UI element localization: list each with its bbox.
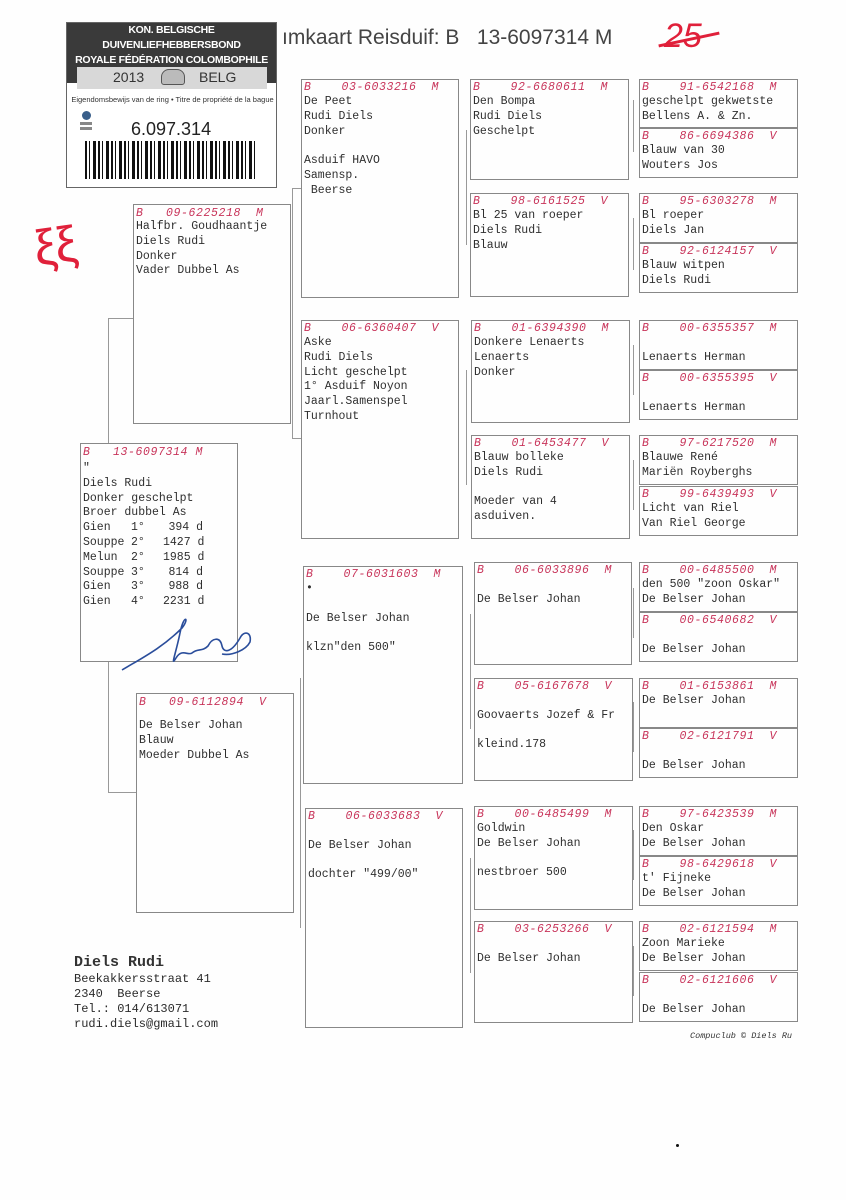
connector-line: [292, 188, 293, 438]
ring-year: 2013: [113, 69, 145, 85]
owner-name: Diels Rudi: [74, 954, 165, 971]
ancestor-card: [639, 972, 798, 1022]
ancestor-card: [470, 193, 629, 297]
ancestor-card-line: Blauw witpen: [642, 259, 725, 272]
connector-line: [292, 188, 301, 189]
ancestor-card-ring: B 02-6121791 V: [642, 730, 778, 743]
grandparent-card-line: Beerse: [304, 183, 353, 197]
ancestor-card: [639, 435, 798, 485]
subject-line: Donker geschelpt: [83, 491, 194, 505]
federation-name-fr: ROYALE FÉDÉRATION COLOMBOPHILE: [75, 54, 268, 66]
grandparent-card-line: De Belser Johan: [306, 611, 410, 625]
grandparent-card-line: Donker: [304, 124, 346, 138]
ancestor-card: [639, 562, 798, 612]
speck: [676, 1144, 679, 1147]
ancestor-card-ring: B 97-6217520 M: [642, 437, 778, 450]
ancestor-card: [639, 79, 798, 128]
subject-ring: B 13-6097314 M: [83, 446, 204, 459]
ancestor-card-line: Zoon Marieke: [642, 937, 725, 950]
sire-line: Diels Rudi: [136, 234, 206, 248]
ancestor-card-line: [477, 694, 632, 709]
connector-line: [466, 130, 467, 245]
connector-line: [633, 460, 634, 510]
ancestor-card: [639, 370, 798, 420]
ancestor-card-ring: B 95-6303278 M: [642, 195, 778, 208]
connector-line: [633, 702, 634, 752]
sire-card: [133, 204, 291, 424]
connector-line: [108, 792, 136, 793]
grandparent-card-line: Turnhout: [304, 409, 360, 423]
ancestor-card-line: De Belser Johan: [477, 951, 581, 965]
year-country-band: [77, 67, 267, 89]
grandparent-card: [303, 566, 463, 784]
page-title: ımkaart Reisduif: B 13-6097314 M: [282, 26, 613, 49]
grandparent-card-line: De Belser Johan: [308, 838, 412, 852]
connector-line: [108, 318, 109, 443]
connector-line: [466, 370, 467, 485]
grandparent-card: [301, 320, 459, 539]
race-rank: 2°: [131, 550, 145, 564]
grandparent-card-line: [308, 854, 462, 869]
grandparent-card-line: 1° Asduif Noyon: [304, 380, 408, 394]
grandparent-card-line: [306, 597, 462, 612]
grandparent-card-line: Rudi Diels: [304, 109, 374, 123]
ancestor-card-line: Geschelpt: [473, 124, 536, 138]
ancestor-card-ring: B 86-6694386 V: [642, 130, 778, 143]
race-place: Gien: [83, 580, 111, 594]
race-rank: 3°: [131, 565, 145, 579]
ancestor-card-ring: B 02-6121606 V: [642, 974, 778, 987]
dam-line: Blauw: [139, 733, 174, 747]
race-results-table: [83, 521, 237, 610]
ancestor-card: [639, 728, 798, 778]
ancestor-card: [639, 243, 798, 293]
sire-line: Halfbr. Goudhaantje: [136, 220, 268, 233]
ancestor-card-ring: B 00-6355357 M: [642, 322, 778, 335]
grandparent-card-line: De Peet: [304, 95, 353, 108]
handwritten-mark: ξξ: [30, 215, 82, 277]
ring-number: 6.097.314: [131, 119, 212, 139]
ancestor-card-line: Diels Rudi: [474, 465, 544, 479]
ancestor-card-line: Licht van Riel: [642, 502, 739, 515]
race-rank: 2°: [131, 535, 145, 549]
ancestor-card-line: [642, 336, 797, 351]
ancestor-card-ring: B 01-6453477 V: [474, 437, 610, 450]
owner-phone: Tel.: 014/613071: [74, 1002, 190, 1016]
ancestor-card-line: kleind.178: [477, 738, 547, 752]
subject-line: Broer dubbel As: [83, 506, 187, 520]
subject-line: ": [83, 462, 90, 475]
ancestor-card-line: Diels Jan: [642, 223, 705, 237]
owner-email: rudi.diels@gmail.com: [74, 1017, 219, 1031]
grandparent-card-line: [306, 626, 462, 641]
signature: [112, 608, 262, 678]
ancestor-card-line: De Belser Johan: [477, 592, 581, 606]
ancestor-card-line: Van Riel George: [642, 516, 746, 530]
ancestor-card-line: De Belser Johan: [642, 592, 746, 606]
ancestor-card-line: Lenaerts Herman: [642, 400, 746, 414]
ancestor-card-line: nestbroer 500: [477, 866, 567, 880]
owner-street: Beekakkersstraat 41: [74, 972, 211, 986]
ancestor-card-ring: B 97-6423539 M: [642, 808, 778, 821]
race-birds: 2231 d: [163, 595, 205, 609]
connector-line: [470, 858, 471, 973]
footer-credit: Compuclub © Diels Ru: [690, 1031, 793, 1041]
ancestor-card: [470, 79, 629, 180]
ancestor-card-line: Lenaerts Herman: [642, 350, 746, 364]
grandparent-card-line: Asduif HAVO: [304, 154, 380, 168]
dam-card: [136, 693, 294, 913]
race-result-row: [83, 536, 237, 551]
connector-line: [300, 678, 301, 928]
grandparent-card-ring: B 06-6360407 V: [304, 322, 440, 335]
ancestor-card-line: De Belser Johan: [642, 758, 746, 772]
ancestor-card-line: [642, 628, 797, 643]
ancestor-card-line: Donker: [474, 365, 516, 379]
connector-line: [633, 830, 634, 880]
ancestor-card-line: [642, 988, 797, 1003]
ancestor-card: [639, 806, 798, 856]
ancestor-card-line: Donkere Lenaerts: [474, 336, 585, 349]
race-rank: 3°: [131, 580, 145, 594]
ancestor-card-line: den 500 "zoon Oskar": [642, 578, 781, 591]
ancestor-card-line: Blauw: [473, 238, 508, 252]
ancestor-card-line: Den Oskar: [642, 822, 705, 835]
race-place: Souppe: [83, 535, 125, 549]
ancestor-card-line: Blauw van 30: [642, 144, 725, 157]
ancestor-card-line: Goovaerts Jozef & Fr: [477, 708, 616, 722]
owner-city: 2340 Beerse: [74, 987, 161, 1001]
ancestor-card-ring: B 00-6485500 M: [642, 564, 778, 577]
connector-line: [633, 218, 634, 270]
grandparent-card: [301, 79, 459, 298]
ancestor-card-ring: B 06-6033896 M: [477, 564, 613, 577]
ancestor-card-ring: B 03-6253266 V: [477, 923, 613, 936]
grandparent-card-line: Aske: [304, 336, 332, 349]
grandparent-card-line: Samensp.: [304, 168, 360, 182]
connector-line: [633, 588, 634, 638]
ancestor-card-line: De Belser Johan: [642, 836, 746, 850]
ancestor-card-line: [477, 937, 632, 952]
ancestor-card-line: De Belser Johan: [477, 836, 581, 850]
ancestor-card-line: De Belser Johan: [642, 886, 746, 900]
ancestor-card: [639, 921, 798, 971]
grandparent-card-line: Jaarl.Samenspel: [304, 395, 408, 409]
ancestor-card-ring: B 00-6485499 M: [477, 808, 613, 821]
ancestor-card-line: t' Fijneke: [642, 872, 712, 885]
logo-icon: [79, 109, 93, 139]
ancestor-card-line: De Belser Johan: [642, 951, 746, 965]
ancestor-card-ring: B 98-6161525 V: [473, 195, 609, 208]
race-birds: 814 d: [168, 565, 203, 579]
ancestor-card-line: Bellens A. & Zn.: [642, 109, 753, 123]
ancestor-card-line: [477, 578, 631, 593]
sire-ring: B 09-6225218 M: [136, 207, 264, 220]
ancestor-card: [474, 806, 633, 910]
race-place: Gien: [83, 595, 111, 609]
dam-line: De Belser Johan: [139, 719, 243, 732]
ring-country: BELG: [199, 69, 237, 85]
ancestor-card-ring: B 99-6439493 V: [642, 488, 778, 501]
ancestor-card: [639, 856, 798, 906]
owner-block: [74, 954, 218, 1032]
race-birds: 1427 d: [163, 535, 205, 549]
grandparent-card-line: [308, 824, 462, 839]
ancestor-card: [639, 612, 798, 662]
ancestor-card: [639, 678, 798, 728]
ancestor-card: [474, 921, 633, 1023]
sire-line: Donker: [136, 249, 178, 263]
ancestor-card-ring: B 01-6153861 M: [642, 680, 778, 693]
stamp-caption: Eigendomsbewijs van de ring • Titre de propriété de la bague: [71, 95, 274, 104]
ancestor-card-ring: B 00-6355395 V: [642, 372, 778, 385]
ancestor-card-line: De Belser Johan: [642, 694, 746, 707]
connector-line: [108, 318, 133, 319]
dam-line: Moeder Dubbel As: [139, 748, 250, 762]
race-birds: 988 d: [168, 580, 203, 594]
ancestor-card: [639, 486, 798, 536]
ancestor-card-line: Blauw bolleke: [474, 451, 564, 464]
race-result-row: [83, 580, 237, 595]
ring-certificate-stamp: [66, 22, 277, 188]
grandparent-card-line: Rudi Diels: [304, 350, 374, 364]
race-result-row: [83, 566, 237, 581]
crossed-number: 25: [664, 16, 702, 56]
race-place: Gien: [83, 521, 111, 535]
connector-line: [292, 438, 301, 439]
ancestor-card-ring: B 98-6429618 V: [642, 858, 778, 871]
race-result-row: [83, 551, 237, 566]
ancestor-card: [471, 435, 630, 539]
ancestor-card: [471, 320, 630, 423]
race-birds: 1985 d: [163, 550, 205, 564]
ancestor-card-line: [474, 481, 629, 496]
ancestor-card-line: Rudi Diels: [473, 109, 543, 123]
race-place: Souppe: [83, 565, 125, 579]
ancestor-card-line: Blauwe René: [642, 451, 718, 464]
ancestor-card-ring: B 92-6124157 V: [642, 245, 778, 258]
federation-name-nl: KON. BELGISCHE DUIVENLIEFHEBBERSBOND: [102, 24, 241, 51]
grandparent-card-ring: B 07-6031603 M: [306, 568, 442, 581]
sire-line: Vader Dubbel As: [136, 264, 240, 278]
ancestor-card-line: Bl 25 van roeper: [473, 209, 584, 222]
ancestor-card-line: Bl roeper: [642, 209, 705, 222]
ancestor-card-line: De Belser Johan: [642, 1002, 746, 1016]
ancestor-card: [474, 678, 633, 781]
ancestor-card-line: Goldwin: [477, 822, 526, 835]
ancestor-card-line: Diels Rudi: [473, 223, 543, 237]
ancestor-card: [639, 320, 798, 370]
grandparent-card-line: klzn"den 500": [306, 641, 396, 655]
race-rank: 4°: [131, 595, 145, 609]
connector-line: [108, 662, 109, 792]
dam-ring: B 09-6112894 V: [139, 696, 267, 709]
race-result-row: [83, 521, 237, 536]
ancestor-card-ring: B 02-6121594 M: [642, 923, 778, 936]
ancestor-card-line: Moeder van 4: [474, 495, 557, 509]
ancestor-card-line: Wouters Jos: [642, 158, 718, 172]
race-place: Melun: [83, 550, 118, 564]
ancestor-card-line: [642, 744, 797, 759]
ancestor-card: [639, 193, 798, 243]
grandparent-card-ring: B 06-6033683 V: [308, 810, 444, 823]
grandparent-card-line: dochter "499/00": [308, 868, 419, 882]
ancestor-card-ring: B 92-6680611 M: [473, 81, 609, 94]
barcode: [85, 141, 255, 179]
connector-line: [470, 614, 471, 729]
ancestor-card-ring: B 91-6542168 M: [642, 81, 778, 94]
race-rank: 1°: [131, 521, 145, 535]
grandparent-card-line: •: [306, 582, 313, 595]
crest-icon: [161, 69, 185, 85]
connector-line: [633, 946, 634, 996]
ancestor-card: [639, 128, 798, 178]
ancestor-card-line: [477, 724, 632, 739]
ancestor-card-line: [642, 386, 797, 401]
grandparent-card-line: Licht geschelpt: [304, 365, 408, 379]
ancestor-card-line: Mariën Royberghs: [642, 465, 753, 479]
ancestor-card-ring: B 01-6394390 M: [474, 322, 610, 335]
grandparent-card-ring: B 03-6033216 M: [304, 81, 440, 94]
ancestor-card-line: Diels Rudi: [642, 273, 712, 287]
ancestor-card-ring: B 00-6540682 V: [642, 614, 778, 627]
ancestor-card-line: asduiven.: [474, 510, 537, 524]
ancestor-card-line: Den Bompa: [473, 95, 536, 108]
ancestor-card: [474, 562, 632, 665]
connector-line: [633, 345, 634, 395]
ancestor-card-ring: B 05-6167678 V: [477, 680, 613, 693]
grandparent-card: [305, 808, 463, 1028]
ancestor-card-line: geschelpt gekwetste: [642, 95, 774, 108]
ancestor-card-line: [477, 852, 632, 867]
subject-line: Diels Rudi: [83, 476, 153, 490]
ancestor-card-line: Lenaerts: [474, 350, 530, 364]
grandparent-card-line: [304, 139, 458, 154]
race-birds: 394 d: [168, 521, 203, 535]
ancestor-card-line: De Belser Johan: [642, 642, 746, 656]
connector-line: [633, 100, 634, 152]
